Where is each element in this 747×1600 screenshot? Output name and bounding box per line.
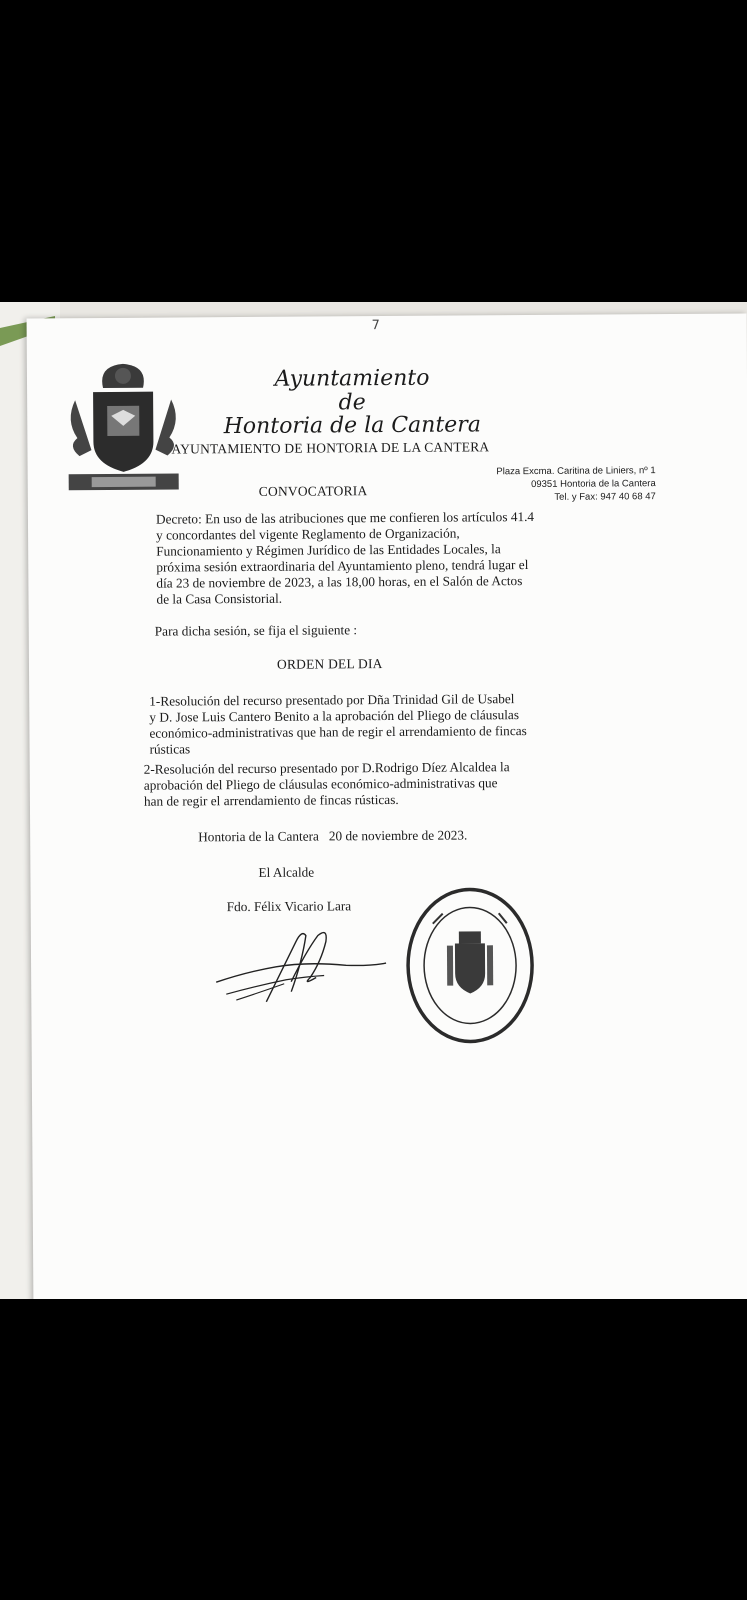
agenda-line: 1-Resolución del recurso presentado por Dña Trinidad Gil de Usabel — [149, 691, 515, 709]
page-number-mark: 7 — [371, 318, 380, 334]
municipality-subtitle: AYUNTAMIENTO DE HONTORIA DE LA CANTERA — [171, 439, 490, 457]
agenda-line: 2-Resolución del recurso presentado por D.Rodrigo Díez Alcaldea la — [143, 759, 510, 777]
agenda-item-1 — [149, 691, 589, 758]
title-line-2: de — [338, 390, 366, 416]
signer-role: El Alcalde — [258, 864, 315, 880]
official-stamp-icon — [403, 883, 538, 1048]
decree-line: y concordantes del vigente Reglamento de Organización, — [156, 525, 460, 543]
address-line-1: Plaza Excma. Caritina de Liniers, nº 1 — [496, 465, 656, 478]
letter-page — [27, 313, 747, 1299]
signature-icon — [206, 921, 397, 1012]
decree-line: Decreto: En uso de las atribuciones que me confieren los artículos 41.4 — [155, 508, 535, 527]
agenda-line: rústicas — [149, 741, 191, 757]
title-line-3: Hontoria de la Cantera — [223, 412, 481, 440]
agenda-line: económico-administrativas que han de regir el arrendamiento de fincas — [149, 723, 527, 741]
agenda-line: aprobación del Pliego de cláusulas económico-administrativas que — [143, 775, 498, 793]
decree-line: día 23 de noviembre de 2023, a las 18,00 horas, en el Salón de Actos — [156, 573, 523, 591]
agenda-item-2 — [144, 759, 592, 810]
agenda-line: han de regir el arrendamiento de fincas rústicas. — [143, 791, 399, 809]
decree-paragraph — [156, 509, 587, 608]
address-line-2: 09351 Hontoria de la Cantera — [531, 478, 656, 491]
document-photo — [0, 302, 747, 1299]
intro-text: Para dicha sesión, se fija el siguiente : — [154, 622, 358, 639]
decree-line: Funcionamiento y Régimen Jurídico de las Entidades Locales, la — [156, 541, 501, 559]
signer-name: Fdo. Félix Vicario Lara — [226, 898, 352, 915]
document-heading: CONVOCATORIA — [258, 483, 368, 499]
place-date: Hontoria de la Cantera 20 de noviembre de 2023. — [198, 827, 468, 845]
address-line-3: Tel. y Fax: 947 40 68 47 — [554, 491, 656, 503]
agenda-heading: ORDEN DEL DIA — [276, 656, 383, 672]
decree-line: de la Casa Consistorial. — [156, 590, 283, 607]
coat-of-arms-icon — [63, 359, 184, 492]
agenda-line: y D. Jose Luis Cantero Benito a la aprobación del Pliego de cláusulas — [149, 707, 520, 725]
decree-line: próxima sesión extraordinaria del Ayuntamiento pleno, tendrá lugar el — [156, 557, 529, 575]
title-line-1: Ayuntamiento — [274, 365, 430, 392]
